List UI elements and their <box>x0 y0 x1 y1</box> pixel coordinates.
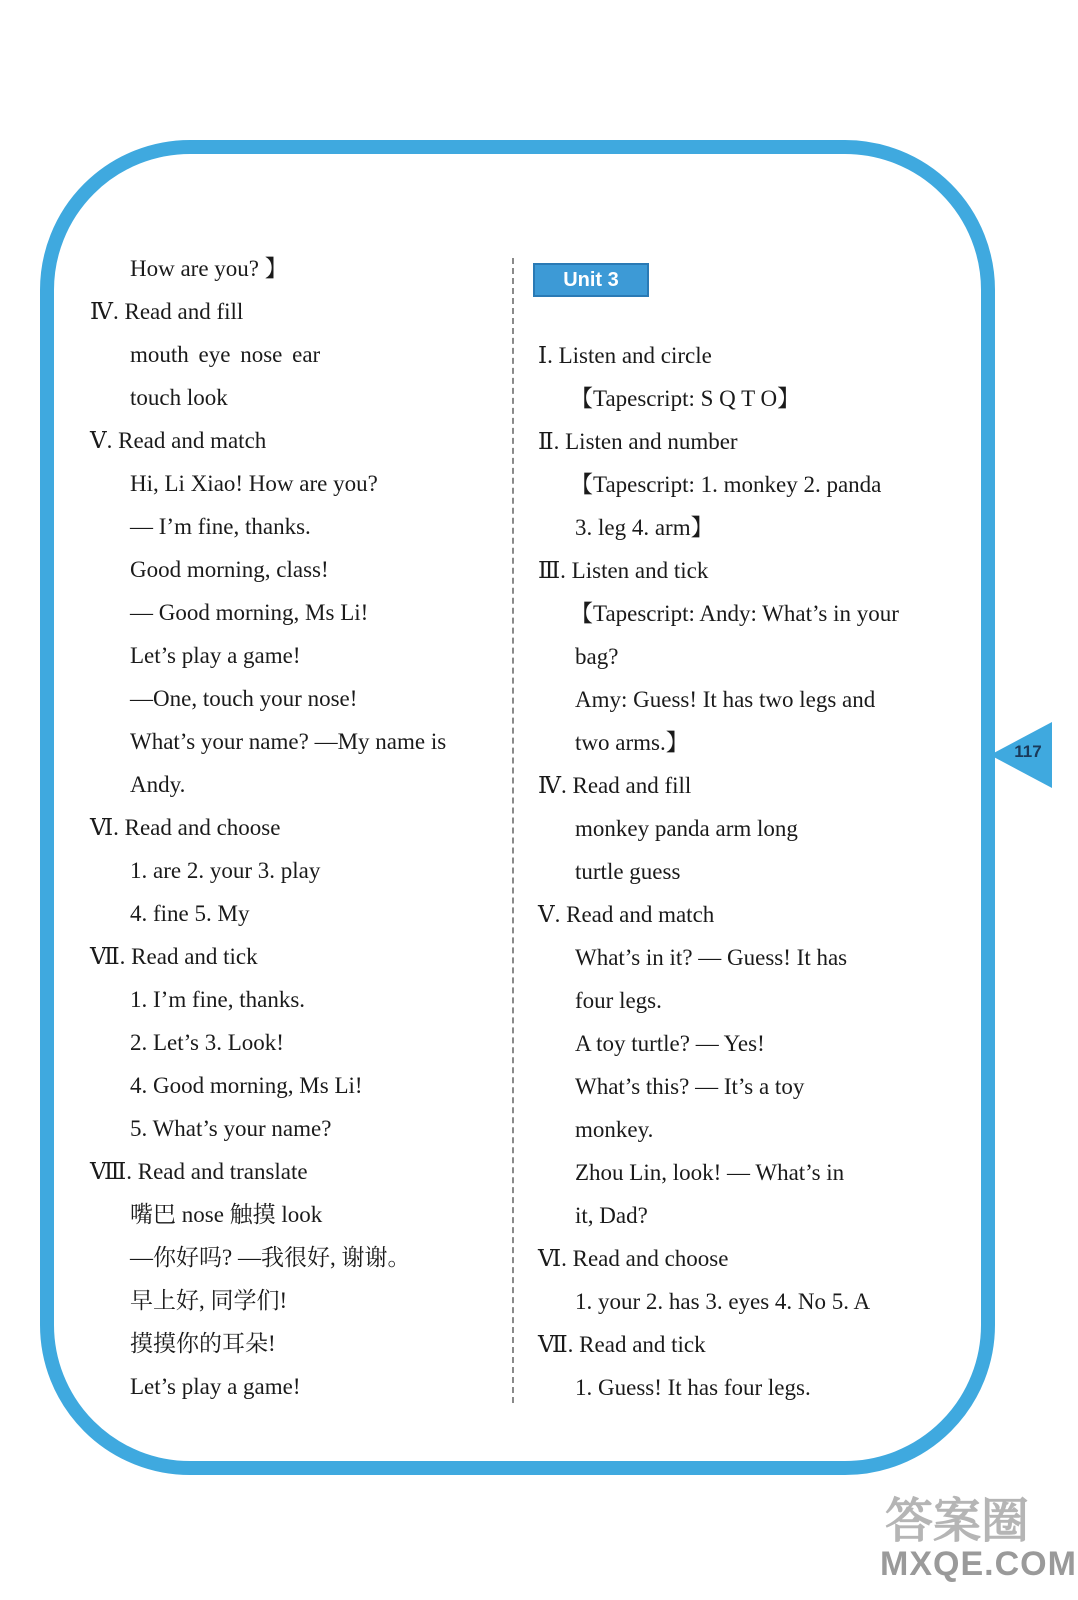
text-line: 【Tapescript: S Q T O】 <box>570 386 801 411</box>
text-line: turtle guess <box>575 859 681 884</box>
text-line: 摸摸你的耳朵! <box>130 1331 276 1356</box>
text-line: Let’s play a game! <box>130 643 301 668</box>
text-line: Hi, Li Xiao! How are you? <box>130 471 378 496</box>
text-line: —One, touch your nose! <box>130 686 358 711</box>
section-heading: Ⅴ. Read and match <box>90 428 267 453</box>
text-line: 1. your 2. has 3. eyes 4. No 5. A <box>575 1289 871 1314</box>
text-line: four legs. <box>575 988 662 1013</box>
section-heading: Ⅶ. Read and tick <box>538 1332 706 1357</box>
section-heading: Ⅰ. Listen and circle <box>538 343 712 368</box>
text-line: What’s your name? —My name is <box>130 729 447 754</box>
text-line: 2. Let’s 3. Look! <box>130 1030 284 1055</box>
section-heading: Ⅶ. Read and tick <box>90 944 258 969</box>
section-heading: Ⅲ. Listen and tick <box>538 558 709 583</box>
text-line: it, Dad? <box>575 1203 648 1228</box>
text-line: 3. leg 4. arm】 <box>575 515 714 540</box>
text-line: monkey. <box>575 1117 654 1142</box>
text-line: Good morning, class! <box>130 557 329 582</box>
watermark-logo: 答案圈 <box>885 1493 1030 1549</box>
unit-badge: Unit 3 <box>533 263 649 297</box>
text-line: 嘴巴 nose 触摸 look <box>130 1202 323 1227</box>
text-line: 4. Good morning, Ms Li! <box>130 1073 363 1098</box>
text-line: 5. What’s your name? <box>130 1116 332 1141</box>
text-line: 1. are 2. your 3. play <box>130 858 321 883</box>
text-line: 4. fine 5. My <box>130 901 250 926</box>
text-line: mouth eye nose ear <box>130 342 321 367</box>
text-line: — Good morning, Ms Li! <box>130 600 369 625</box>
text-line: bag? <box>575 644 619 669</box>
text-line: What’s this? — It’s a toy <box>575 1074 805 1099</box>
text-line: two arms.】 <box>575 730 689 755</box>
text-line: 1. I’m fine, thanks. <box>130 987 306 1012</box>
text-line: touch look <box>130 385 228 410</box>
text-line: monkey panda arm long <box>575 816 798 841</box>
watermark-url: MXQE.COM <box>880 1545 1077 1583</box>
section-heading: Ⅳ. Read and fill <box>538 773 692 798</box>
page-number: 117 <box>1014 742 1042 761</box>
text-line: Amy: Guess! It has two legs and <box>575 687 876 712</box>
section-heading: Ⅴ. Read and match <box>538 902 715 927</box>
text-line: 早上好, 同学们! <box>130 1288 288 1313</box>
text-line: Zhou Lin, look! — What’s in <box>575 1160 845 1185</box>
column-divider <box>512 258 514 1403</box>
section-heading: Ⅱ. Listen and number <box>538 429 738 454</box>
text-line: 【Tapescript: Andy: What’s in your <box>570 601 899 626</box>
text-line: Andy. <box>130 772 186 797</box>
text-line: A toy turtle? — Yes! <box>575 1031 765 1056</box>
text-line: 【Tapescript: 1. monkey 2. panda <box>570 472 882 497</box>
text-line: How are you? 】 <box>130 256 288 281</box>
section-heading: Ⅵ. Read and choose <box>90 815 281 840</box>
text-line: 1. Guess! It has four legs. <box>575 1375 811 1400</box>
text-line: — I’m fine, thanks. <box>130 514 311 539</box>
section-heading: Ⅳ. Read and fill <box>90 299 244 324</box>
section-heading: Ⅵ. Read and choose <box>538 1246 729 1271</box>
text-line: —你好吗? —我很好, 谢谢。 <box>130 1245 411 1270</box>
section-heading: Ⅷ. Read and translate <box>90 1159 308 1184</box>
text-line: Let’s play a game! <box>130 1374 301 1399</box>
text-line: What’s in it? — Guess! It has <box>575 945 848 970</box>
